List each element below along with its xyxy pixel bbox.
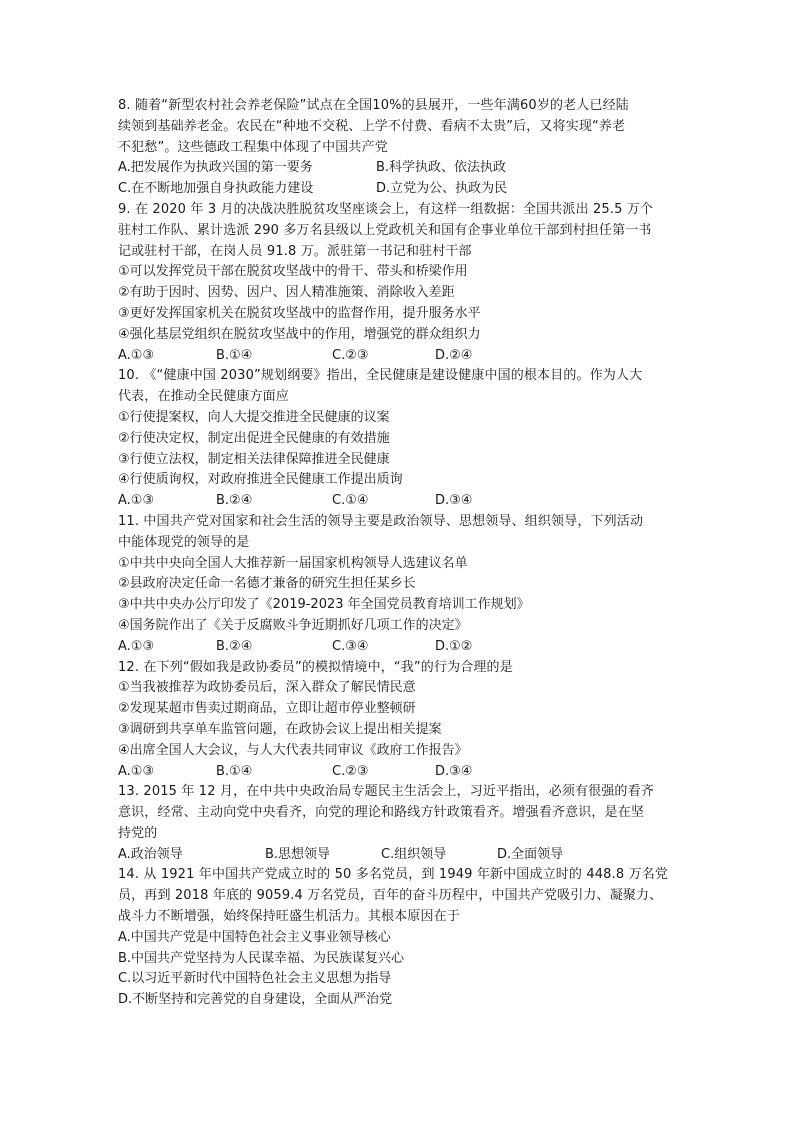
option-d: D.不断坚持和完善党的自身建设，全面从严治党 — [118, 992, 393, 1008]
question-9 — [118, 200, 688, 366]
question-10-stem-line: 10. 《“健康中国 2030”规划纲要》指出，全民健康是建设健康中国的根本目的。作为人大 — [118, 368, 643, 384]
question-11 — [118, 512, 688, 658]
question-14-stem-line: 14. 从 1921 年中国共产党成立时的 50 多名党员，到 1949 年新中国成立时的 448.8 万名党 — [118, 867, 669, 883]
option-d: D.全面领导 — [497, 846, 564, 862]
statement: ①可以发挥党员干部在脱贫攻坚战中的骨干、带头和桥梁作用 — [118, 264, 468, 280]
option-c: C.②③ — [332, 347, 369, 363]
statement: ③调研到共享单车监管问题，在政协会议上提出相关提案 — [118, 721, 442, 737]
question-8 — [118, 96, 688, 200]
question-14-stem-line: 战斗力不断增强，始终保持旺盛生机活力。其根本原因在于 — [118, 909, 460, 925]
question-12 — [118, 658, 688, 783]
option-b: B.①④ — [216, 763, 253, 779]
statement: ③行使立法权，制定相关法律保障推进全民健康 — [118, 451, 390, 467]
question-11-stem-line: 11. 中国共产党对国家和社会生活的领导主要是政治领导、思想领导、组织领导，下列活动 — [118, 513, 644, 529]
option-c: C.①④ — [332, 493, 369, 509]
question-9-stem-line: 9. 在 2020 年 3 月的决战决胜脱贫攻坚座谈会上，有这样一组数据：全国共派出 25.5 万个 — [118, 201, 654, 217]
question-8-stem-line: 8. 随着“新型农村社会养老保险”试点在全国10%的县展开，一些年满60岁的老人已经陆 — [118, 98, 629, 113]
option-b: B.科学执政、依法执政 — [376, 160, 507, 176]
statement: ③中共中央办公厅印发了《2019-2023 年全国党员教育培训工作规划》 — [118, 597, 530, 613]
option-c: C.③④ — [332, 638, 369, 654]
question-14 — [118, 865, 688, 1011]
option-b: B.②④ — [216, 638, 253, 654]
statement: ②行使决定权，制定出促进全民健康的有效措施 — [118, 430, 390, 446]
question-8-stem-line: 续领到基础养老金。农民在“种地不交税、上学不付费、看病不太贵”后，又将实现“养老 — [118, 118, 626, 134]
question-8-options-row — [118, 158, 688, 179]
statement: ①当我被推荐为政协委员后，深入群众了解民情民意 — [118, 680, 416, 696]
question-12-options-row — [118, 762, 688, 783]
statement: ④行使质询权，对政府推进全民健康工作提出质询 — [118, 472, 403, 488]
question-13-stem-line: 意识，经常、主动向党中央看齐，向党的理论和路线方针政策看齐。增强看齐意识，是在坚 — [118, 805, 645, 821]
option-a: A.中国共产党是中国特色社会主义事业领导核心 — [118, 929, 391, 945]
question-11-stem-line: 中能体现党的领导的是 — [118, 534, 250, 550]
option-d: D.②④ — [435, 347, 473, 363]
option-a: A.①③ — [118, 347, 155, 363]
option-b: B.中国共产党坚持为人民谋幸福、为民族谋复兴心 — [118, 950, 405, 966]
statement: ①中共中央向全国人大推荐新一届国家机构领导人选建议名单 — [118, 555, 468, 571]
option-a: A.①③ — [118, 638, 155, 654]
statement: ③更好发挥国家机关在脱贫攻坚战中的监督作用，提升服务水平 — [118, 305, 481, 321]
question-8-options-row — [118, 179, 688, 200]
option-a: A.把发展作为执政兴国的第一要务 — [118, 160, 313, 176]
statement: ④国务院作出了《关于反腐败斗争近期抓好几项工作的决定》 — [118, 617, 468, 633]
statement: ①行使提案权，向人大提交推进全民健康的议案 — [118, 409, 390, 425]
question-10-options-row — [118, 491, 688, 512]
option-d: D.立党为公、执政为民 — [376, 181, 508, 197]
option-b: B.②④ — [216, 493, 253, 509]
option-d: D.①② — [435, 638, 473, 654]
question-10-stem-line: 代表，在推动全民健康方面应 — [118, 389, 289, 405]
option-b: B.思想领导 — [265, 846, 331, 862]
option-c: C.②③ — [332, 763, 369, 779]
statement: ②县政府决定任命一名德才兼备的研究生担任某乡长 — [118, 576, 416, 592]
option-a: A.政治领导 — [118, 846, 183, 862]
option-a: A.①③ — [118, 763, 155, 779]
question-10 — [118, 366, 688, 512]
question-9-options-row — [118, 346, 688, 367]
question-9-stem-line: 记或驻村干部，在岗人员 91.8 万。派驻第一书记和驻村干部 — [118, 243, 472, 259]
question-14-stem-line: 员，再到 2018 年底的 9059.4 万名党员，百年的奋斗历程中，中国共产党吸引力、凝聚力、 — [118, 888, 663, 904]
question-13-options-row — [118, 845, 688, 866]
statement: ④强化基层党组织在脱贫攻坚战中的作用，增强党的群众组织力 — [118, 326, 481, 342]
option-b: B.①④ — [216, 347, 253, 363]
question-8-stem-line: 不犯愁”。这些德政工程集中体现了中国共产党 — [118, 139, 388, 155]
question-11-options-row — [118, 637, 688, 658]
question-12-stem-line: 12. 在下列“假如我是政协委员”的模拟情境中，“我”的行为合理的是 — [118, 659, 513, 675]
question-13-stem-line: 13. 2015 年 12 月，在中共中央政治局专题民主生活会上，习近平指出，必须有很强的看齐 — [118, 784, 654, 800]
option-c: C.组织领导 — [381, 846, 447, 862]
question-13-stem-line: 持党的 — [118, 825, 158, 841]
option-c: C.以习近平新时代中国特色社会主义思想为指导 — [118, 971, 392, 987]
statement: ②发现某超市售卖过期商品，立即让超市停业整顿研 — [118, 701, 416, 717]
option-c: C.在不断地加强自身执政能力建设 — [118, 181, 314, 197]
statement: ④出席全国人大会议，与人大代表共同审议《政府工作报告》 — [118, 742, 468, 758]
statement: ②有助于因时、因势、因户、因人精准施策、消除收入差距 — [118, 285, 455, 301]
option-a: A.①③ — [118, 493, 155, 509]
question-13 — [118, 782, 688, 865]
option-d: D.③④ — [435, 763, 473, 779]
exam-page — [118, 96, 688, 1011]
option-d: D.③④ — [435, 493, 473, 509]
question-9-stem-line: 驻村工作队、累计选派 290 多万名县级以上党政机关和国有企事业单位干部到村担任第一书 — [118, 222, 652, 238]
